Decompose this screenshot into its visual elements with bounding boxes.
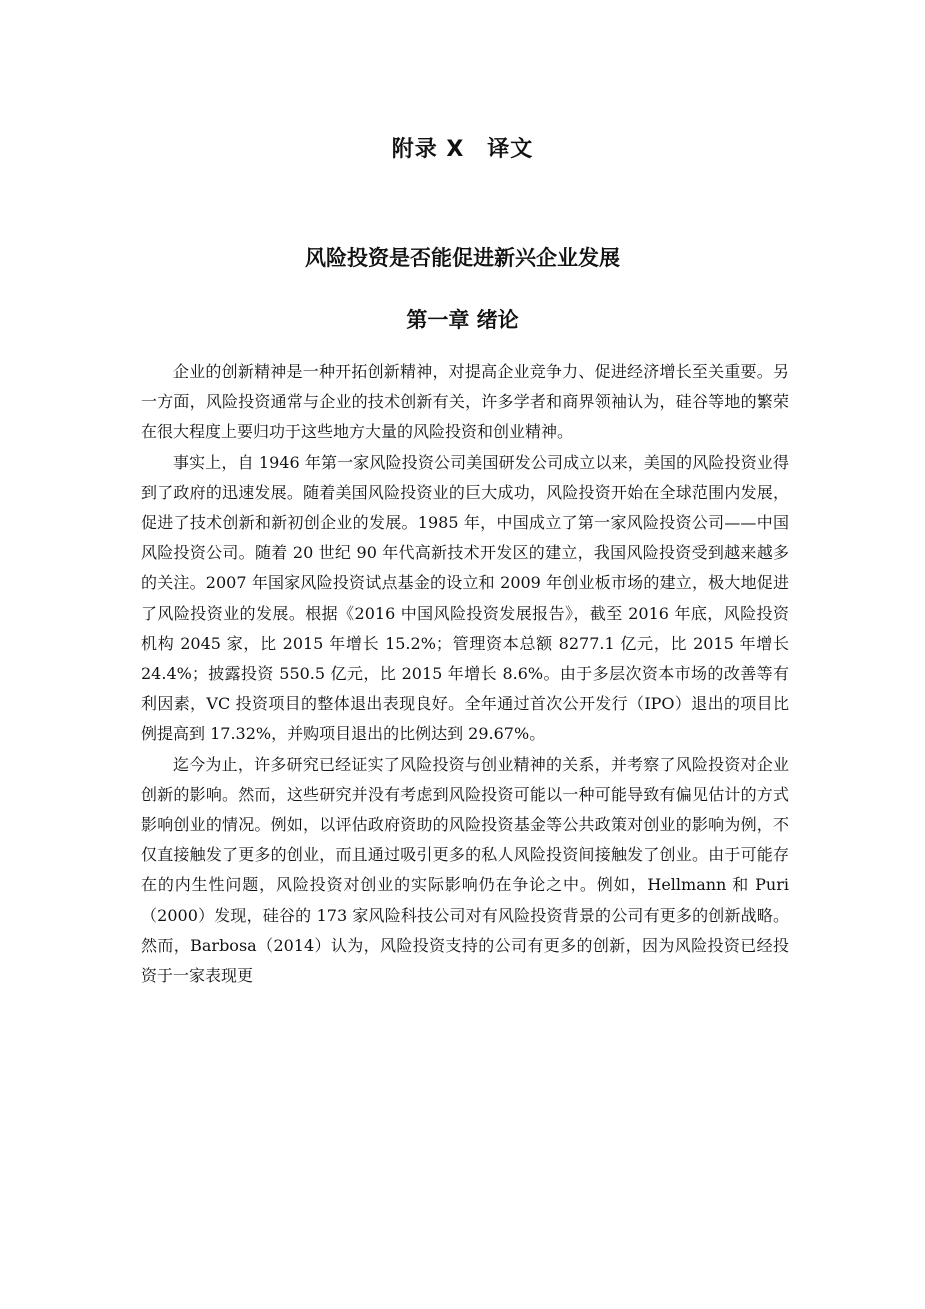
paragraph-1: 企业的创新精神是一种开拓创新精神，对提高企业竞争力、促进经济增长至关重要。另一方面，风险投资通常与企业的技术创新有关，许多学者和商界领袖认为，硅谷等地的繁荣在很大程度上要归功于这些地方大量的风险投资和创业精神。 bbox=[141, 362, 789, 442]
appendix-title: 附录 X 译文 bbox=[391, 137, 534, 162]
paragraph-2: 事实上，自 1946 年第一家风险投资公司美国研发公司成立以来，美国的风险投资业得到了政府的迅速发展。随着美国风险投资业的巨大成功，风险投资开始在全球范围内发展，促进了技术创新和新初创企业的发展。1985 年，中国成立了第一家风险投资公司——中国风险投资公司。随着 20 世纪 90 年代高新技术开发区的建立，我国风险投资受到越来越多的关注。2007 年国家风险投资试点基金的设立和 2009 年创业板市场的建立，极大地促进了风险投资业的发展。根据《2016 中国风险投资发展报告》，截至 2016 年底，风险投资机构 2045 家，比 2015 年增长 15.2%；管理资本总额 8277.1 亿元，比 2015 年增长 24.4%；披露投资 550.5 亿元，比 2015 年增长 8.6%。由于多层次资本市场的改善等有利因素，VC 投资项目的整体退出表现良好。全年通过首次公开发行（IPO）退出的项目比例提高到 17.32%，并购项目退出的比例达到 29.67%。 bbox=[141, 452, 789, 744]
chapter-title: 第一章 绪论 bbox=[406, 308, 519, 332]
paragraph-3: 迄今为止，许多研究已经证实了风险投资与创业精神的关系，并考察了风险投资对企业创新的影响。然而，这些研究并没有考虑到风险投资可能以一种可能导致有偏见估计的方式影响创业的情况。例如，以评估政府资助的风险投资基金等公共政策对创业的影响为例，不仅直接触发了更多的创业，而且通过吸引更多的私人风险投资间接触发了创业。由于可能存在的内生性问题，风险投资对创业的实际影响仍在争论之中。例如，Hellmann 和 Puri（2000）发现，硅谷的 173 家风险科技公司对有风险投资背景的公司有更多的创新战略。然而，Barbosa（2014）认为，风险投资支持的公司有更多的创新，因为风险投资已经投资于一家表现更 bbox=[141, 754, 789, 986]
paper-title: 风险投资是否能促进新兴企业发展 bbox=[305, 246, 620, 270]
body-text bbox=[141, 357, 789, 991]
